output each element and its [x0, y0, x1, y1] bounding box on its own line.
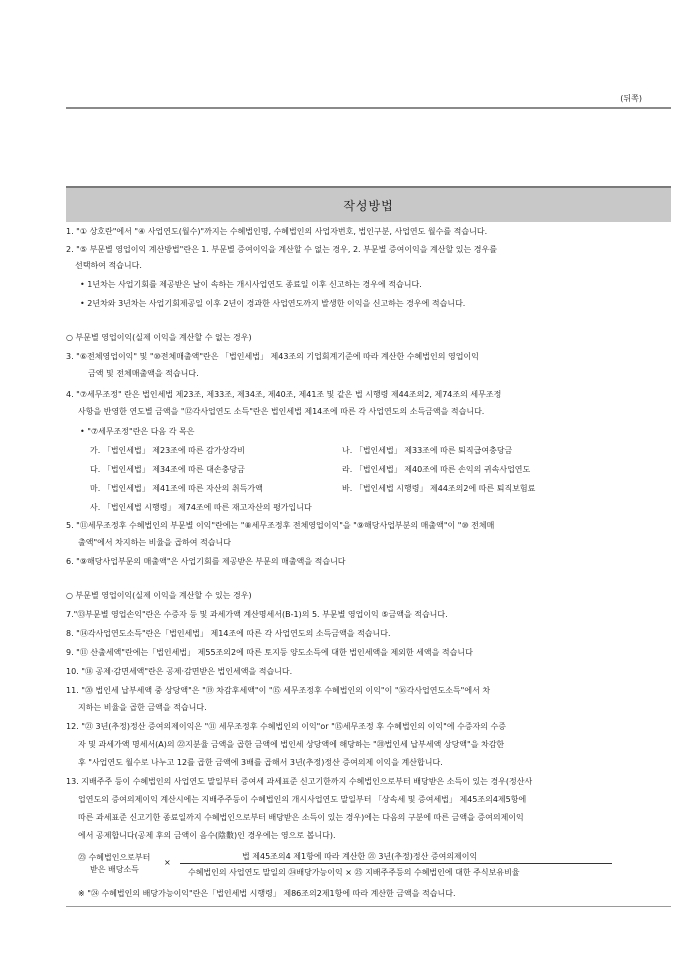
- instruction-line: 6. "⑨해당사업부문의 매출액"은 사업기회를 제공받은 부문의 매출액을 적습니다: [66, 557, 346, 566]
- instruction-line: 업연도의 증여의제이익 계산시에는 지배주주등이 수혜법인의 개시사업연도 말일부터 「상속세 및 증여세법」 제45조의4제5항에: [78, 795, 527, 804]
- instruction-line: 10. "⑱ 공제·감면세액"란은 공제·감면받은 법인세액을 적습니다.: [66, 667, 293, 676]
- formula-left-line1: ㉓ 수혜법인으로부터: [78, 853, 151, 862]
- instruction-line: 마. 「법인세법」 제41조에 따른 자산의 취득가액: [90, 484, 263, 493]
- instruction-line: • "⑦세무조정"란은 다음 각 목은: [80, 427, 195, 436]
- instruction-line: 2. "⑤ 부문별 영업이익 계산방법"란은 1. 부문별 증여이익을 계산할 수 없는 경우, 2. 부문별 증여이익을 계산할 있는 경우를: [66, 245, 497, 254]
- footnote: ※ "㉔ 수혜법인의 배당가능이익"란은「법인세법 시행령」 제86조의2제1항에 따라 계산한 금액을 적습니다.: [78, 889, 456, 898]
- instruction-line: 나. 「법인세법」 제33조에 따른 퇴직급여충당금: [342, 446, 513, 455]
- page-title: 작성방법: [343, 198, 394, 213]
- formula-times: ×: [164, 858, 171, 867]
- instruction-line: 3. "⑥전체영업이익" 및 "⑩전체매출액"란은 「법인세법」 제43조의 기업회계기준에 따라 계산한 수혜법인의 영업이익: [66, 352, 479, 361]
- instruction-line: 출액"에서 차지하는 비율을 곱하여 적습니다: [78, 538, 231, 547]
- instruction-line: 사항을 반영한 연도별 금액을 "⑫각사업연도 소득"란은 법인세법 제14조에 따른 각 사업연도의 소득금액을 적습니다.: [78, 407, 485, 416]
- formula-numerator: 법 제45조의4 제1항에 따라 계산한 ㉑ 3년(추정)정산 증여의제이익: [242, 852, 478, 861]
- instruction-line: 11. "⑳ 법인세 납부세액 중 상당액"은 "⑲ 차감후세액"이 "⑮ 세무조정후 수혜법인의 이익"이 "⑯각사업연도소득"에서 차: [66, 686, 491, 695]
- instruction-line: 가. 「법인세법」 제23조에 따른 감가상각비: [90, 446, 245, 455]
- instruction-line: 9. "⑪ 산출세액"란에는「법인세법」 제55조의2에 따른 토지등 양도소득에 대한 법인세액을 제외한 세액을 적습니다: [66, 648, 473, 657]
- instruction-line: 1. "① 상호란"에서 "④ 사업연도(월수)"까지는 수혜법인명, 수혜법인의 사업자번호, 법인구분, 사업연도 월수를 적습니다.: [66, 227, 488, 236]
- instruction-line: 선택하여 적습니다.: [75, 261, 142, 270]
- instruction-line: • 1년차는 사업기회를 제공받은 날이 속하는 개시사업연도 종료일 이후 신고하는 경우에 적습니다.: [80, 280, 422, 289]
- instruction-line: 지하는 비율을 곱한 금액을 적습니다.: [78, 703, 207, 712]
- instruction-line: 12. "㉑ 3년(추정)정산 증여의제이익은 "⑪ 세무조정후 수혜법인의 이익"or "⑮세무조정 후 수혜법인의 이익"에 수증자의 수증: [66, 722, 506, 731]
- instruction-line: 따른 과세표준 신고기한 종료일까지 수혜법인으로부터 배당받은 소득이 있는 경우)에는 다음의 구분에 따른 금액을 증여의제이익: [78, 813, 524, 822]
- instruction-line: ○ 부문별 영업이익(실제 이익을 계산할 수 없는 경우): [66, 333, 252, 342]
- instruction-line: 다. 「법인세법」 제34조에 따른 대손충당금: [90, 465, 245, 474]
- instruction-line: 자 및 과세가액 명세서(A)의 ㉒지분율 금액을 곱한 금액에 법인세 상당액에 해당하는 "⑳법인세 납부세액 상당액"을 차감한: [78, 740, 505, 749]
- instruction-line: 5. "⑪세무조정후 수혜법인의 부문별 이익"란에는 "⑧세무조정후 전체영업이익"을 "⑨해당사업부분의 매출액"이 "⑩ 전체매: [66, 521, 495, 530]
- instruction-line: 에서 공제합니다(공제 후의 금액이 음수(陰數)인 경우에는 영으로 봅니다).: [78, 831, 336, 840]
- page-label: (뒤쪽): [620, 94, 642, 103]
- title-bar: [66, 186, 671, 222]
- instruction-line: 13. 지배주주 등이 수혜법인의 사업연도 말일부터 증여세 과세표준 신고기한까지 수혜법인으로부터 배당받은 소득이 있는 경우(정산사: [66, 777, 533, 786]
- instruction-line: • 2년차와 3년차는 사업기회제공일 이후 2년이 경과한 사업연도까지 발생한 이익을 신고하는 경우에 적습니다.: [80, 299, 466, 308]
- instruction-line: 8. "⑭각사업연도소득"란은「법인세법」 제14조에 따른 각 사업연도의 소득금액을 적습니다.: [66, 629, 391, 638]
- instruction-line: 사. 「법인세법 시행령」 제74조에 따른 재고자산의 평가입니다: [90, 503, 312, 512]
- bottom-rule: [66, 906, 671, 907]
- top-rule: [66, 107, 671, 109]
- formula-fraction-bar: [180, 863, 612, 864]
- instruction-line: 4. "⑦세무조정" 란은 법인세법 제23조, 제33조, 제34조, 제40조, 제41조 및 같은 법 시행령 제44조의2, 제74조의 세무조정: [66, 390, 502, 399]
- formula-left-line2: 받은 배당소득: [90, 865, 139, 874]
- instruction-line: 후 "사업연도 월수로 나누고 12를 곱한 금액에 3배를 곱해서 3년(추정)정산 증여의제 이익을 계산합니다.: [78, 758, 443, 767]
- instruction-line: 금액 및 전체매출액을 적습니다.: [88, 369, 199, 378]
- instruction-line: 라. 「법인세법」 제40조에 따른 손익의 귀속사업연도: [342, 465, 531, 474]
- instruction-line: 7."⑬부문별 영업손익"란은 수증자 등 및 과세가액 계산명세서(B-1)의 5. 부문별 영업이익 ⑤금액을 적습니다.: [66, 610, 448, 619]
- instruction-line: ○ 부문별 영업이익(실제 이익을 계산할 수 있는 경우): [66, 591, 252, 600]
- formula-denominator: 수혜법인의 사업연도 말일의 ㉔배당가능이익 × ㉕ 지배주주등의 수혜법인에 대한 주식보유비율: [188, 868, 520, 877]
- instruction-line: 바. 「법인세법 시행령」 제44조의2에 따른 퇴직보험료: [342, 484, 536, 493]
